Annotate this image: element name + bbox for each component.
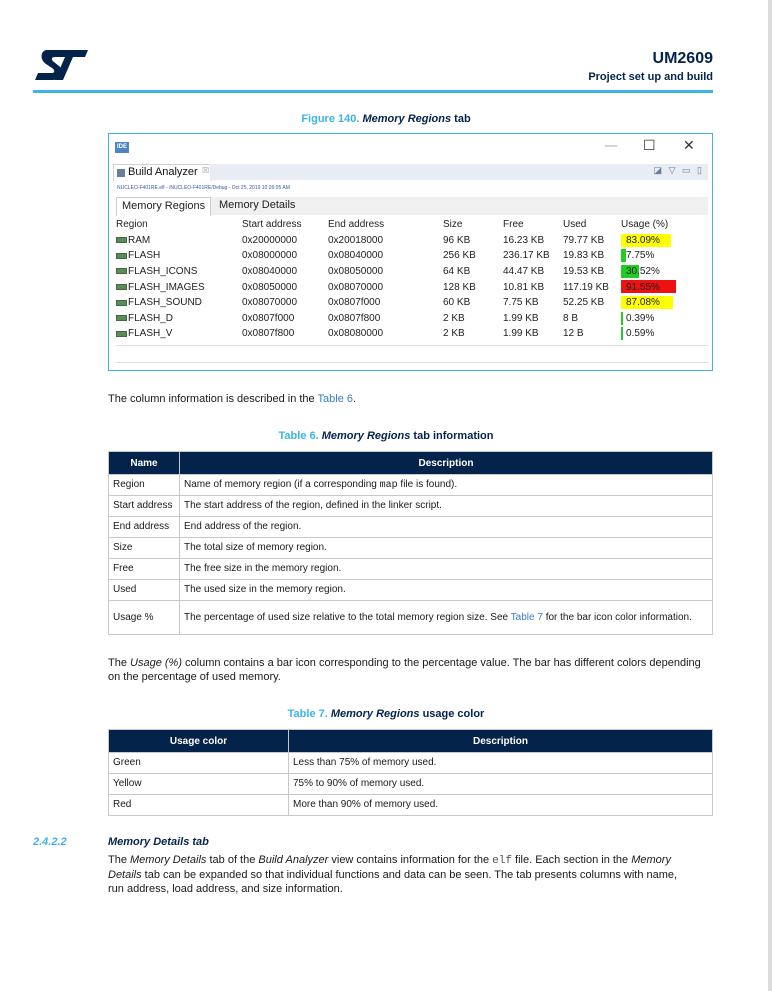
memory-region-icon [116, 300, 127, 306]
table-6-header-name: Name [109, 452, 180, 475]
region-cell [116, 279, 242, 295]
used-cell: 8 B [563, 312, 579, 324]
region-cell [116, 248, 242, 264]
usage-value: 87.08% [626, 297, 660, 309]
table-6-caption: Table 6. Memory Regions tab information [278, 430, 494, 442]
region-cell [116, 326, 242, 342]
figure-description-paragraph: The column information is described in the Table 6. [108, 393, 357, 405]
section-number: 2.4.2.2 [33, 836, 67, 848]
end-cell: 0x08040000 [328, 250, 384, 262]
elf-path-line: NUCLEO-F401RE.elf - /NUCLEO-F401RE/Debug - Oct 25, 2019 10:26:05 AM [117, 185, 290, 191]
table-row[interactable] [116, 279, 691, 295]
col-used[interactable]: Used [563, 219, 587, 231]
col-region[interactable]: Region [116, 219, 148, 231]
region-cell [116, 295, 242, 311]
region-name: FLASH [128, 250, 161, 262]
window-titlebar [109, 134, 712, 161]
header-section-title: Project set up and build [588, 71, 713, 83]
table-empty-row [116, 345, 708, 363]
memory-region-icon [116, 237, 127, 243]
table-row: Red More than 90% of memory used. [109, 795, 713, 816]
region-name: FLASH_SOUND [128, 297, 202, 309]
maximize-button[interactable]: ☐ [643, 138, 656, 154]
start-cell: 0x0807f000 [242, 312, 295, 324]
usage-value: 0.39% [626, 312, 655, 324]
usage-value: 7.75% [626, 250, 655, 262]
size-cell: 96 KB [443, 234, 471, 246]
memory-region-icon [116, 315, 127, 321]
region-cell [116, 311, 242, 327]
memory-region-icon [116, 268, 127, 274]
view-tab-bar [210, 164, 708, 180]
used-cell: 19.53 KB [563, 266, 605, 278]
table-row: Used The used size in the memory region. [109, 580, 713, 601]
tab-memory-details[interactable]: Memory Details [219, 199, 296, 211]
usage-value: 0.59% [626, 328, 655, 340]
col-end-address[interactable]: End address [328, 219, 385, 231]
table-6 [108, 451, 713, 635]
start-cell: 0x20000000 [242, 234, 298, 246]
col-start-address[interactable]: Start address [242, 219, 302, 231]
table-row[interactable] [116, 326, 691, 342]
memory-region-icon [116, 284, 127, 290]
free-cell: 236.17 KB [503, 250, 550, 262]
build-analyzer-screenshot [108, 133, 713, 371]
usage-cell [621, 295, 691, 311]
region-name: FLASH_V [128, 328, 173, 340]
start-cell: 0x08000000 [242, 250, 298, 262]
size-cell: 60 KB [443, 297, 471, 309]
table-row: Free The free size in the memory region. [109, 559, 713, 580]
free-cell: 16.23 KB [503, 234, 545, 246]
free-cell: 1.99 KB [503, 312, 539, 324]
ide-app-icon: IDE [115, 142, 129, 153]
table-row[interactable] [116, 295, 691, 311]
table-row: Yellow 75% to 90% of memory used. [109, 774, 713, 795]
table-row[interactable] [116, 233, 691, 249]
region-cell [116, 264, 242, 280]
free-cell: 1.99 KB [503, 328, 539, 340]
tab-memory-regions[interactable]: Memory Regions [116, 197, 211, 216]
header-rule [33, 90, 713, 93]
col-free[interactable]: Free [503, 219, 524, 231]
figure-caption [0, 113, 772, 125]
table-row[interactable] [116, 248, 691, 264]
end-cell: 0x0807f000 [328, 297, 381, 309]
size-cell: 2 KB [443, 312, 465, 324]
usage-cell [621, 326, 691, 342]
table-row: End address End address of the region. [109, 517, 713, 538]
region-name: FLASH_IMAGES [128, 281, 205, 293]
figure-number: Figure 140. [301, 113, 360, 125]
build-analyzer-icon [117, 169, 125, 177]
section-paragraph: The Memory Details tab of the Build Analyzer view contains information for the elf file. Each section in the Memory Details tab can be expanded so that individual functions and data can be seen. The tab presents columns with name, run address, load address, and size information. [108, 854, 678, 895]
start-cell: 0x08070000 [242, 297, 298, 309]
table-7-header-color: Usage color [109, 730, 289, 753]
used-cell: 19.83 KB [563, 250, 605, 262]
table-row: Size The total size of memory region. [109, 538, 713, 559]
table-row: Start address The start address of the region, defined in the linker script. [109, 496, 713, 517]
start-cell: 0x08050000 [242, 281, 298, 293]
col-usage[interactable]: Usage (%) [621, 219, 669, 231]
size-cell: 64 KB [443, 266, 471, 278]
free-cell: 44.47 KB [503, 266, 545, 278]
close-button[interactable]: ✕ [683, 138, 695, 154]
page-edge [768, 0, 772, 991]
table-row: Region Name of memory region (if a corresponding map file is found). [109, 475, 713, 496]
usage-cell [621, 233, 691, 249]
minimize-button[interactable]: — [604, 138, 618, 154]
figure-title-tail: tab [454, 113, 471, 125]
region-name: FLASH_ICONS [128, 266, 198, 278]
build-analyzer-view-tab[interactable] [113, 164, 212, 181]
table-row[interactable] [116, 311, 691, 327]
size-cell: 256 KB [443, 250, 476, 262]
region-name: RAM [128, 234, 151, 246]
table-row[interactable] [116, 264, 691, 280]
table-row: Usage % The percentage of used size relative to the total memory region size. See Table 7 for the bar icon color information. [109, 601, 713, 635]
table-7-caption: Table 7. Memory Regions usage color [287, 708, 485, 720]
view-tab-label: Build Analyzer [128, 166, 198, 178]
size-cell: 128 KB [443, 281, 476, 293]
usage-paragraph: The Usage (%) column contains a bar icon corresponding to the percentage value. The bar has different colors depending on the percentage of used memory. [108, 657, 701, 683]
document-id: UM2609 [652, 50, 713, 67]
region-cell [116, 233, 242, 249]
start-cell: 0x0807f800 [242, 328, 295, 340]
end-cell: 0x20018000 [328, 234, 384, 246]
usage-cell [621, 311, 691, 327]
table-7-link[interactable]: Table 7 [510, 611, 543, 623]
usage-cell [621, 264, 691, 280]
free-cell: 10.81 KB [503, 281, 545, 293]
start-cell: 0x08040000 [242, 266, 298, 278]
st-logo [33, 48, 89, 82]
usage-cell [621, 279, 691, 295]
usage-value: 83.09% [626, 234, 660, 246]
table-7 [108, 729, 713, 816]
used-cell: 117.19 KB [563, 281, 609, 293]
view-tab-close-icon[interactable]: ☒ [202, 166, 210, 175]
memory-regions-table [116, 217, 691, 342]
analyzer-tabs [116, 197, 708, 215]
usage-value: 91.55% [626, 281, 660, 293]
usage-value: 30.52% [626, 266, 660, 278]
table-7-header [109, 730, 713, 753]
used-cell: 12 B [563, 328, 584, 340]
end-cell: 0x08070000 [328, 281, 384, 293]
used-cell: 79.77 KB [563, 234, 605, 246]
table-header-row [116, 217, 691, 233]
end-cell: 0x08080000 [328, 328, 384, 340]
memory-region-icon [116, 331, 127, 337]
col-size[interactable]: Size [443, 219, 463, 231]
table-6-header [109, 452, 713, 475]
table-6-link[interactable]: Table 6 [317, 393, 353, 405]
usage-cell [621, 248, 691, 264]
end-cell: 0x0807f800 [328, 312, 381, 324]
figure-title-italic: Memory Regions [362, 113, 452, 125]
table-7-header-description: Description [289, 730, 713, 753]
section-heading: Memory Details tab [108, 836, 209, 848]
size-cell: 2 KB [443, 328, 465, 340]
page-header [588, 50, 713, 83]
memory-region-icon [116, 253, 127, 259]
end-cell: 0x08050000 [328, 266, 384, 278]
free-cell: 7.75 KB [503, 297, 539, 309]
table-row: Green Less than 75% of memory used. [109, 753, 713, 774]
used-cell: 52.25 KB [563, 297, 605, 309]
region-name: FLASH_D [128, 312, 174, 324]
view-toolbar-icons[interactable]: ◪ ▽ ▭ ▯ [653, 165, 704, 175]
table-6-header-description: Description [180, 452, 713, 475]
